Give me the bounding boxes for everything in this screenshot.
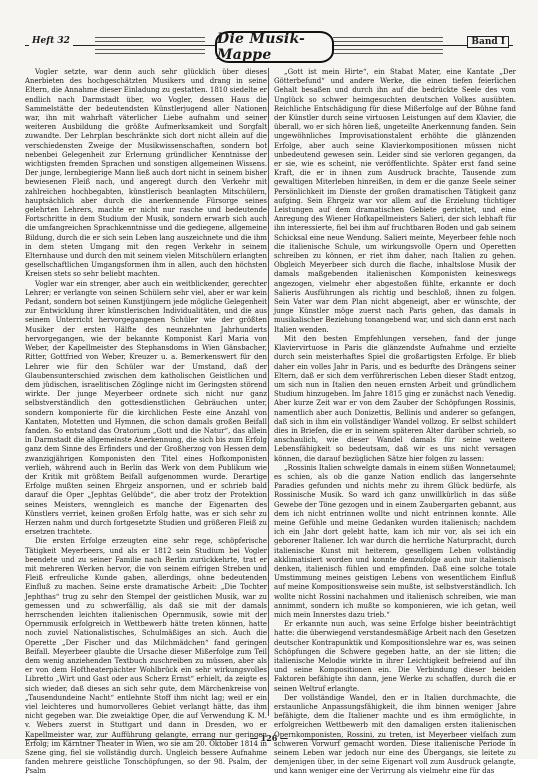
paragraph: Vogler war ein strenger, aber auch ein weitblickender, gerechter Lehrer; er verlangte von seinen Schülern sehr viel, aber er war kein Pedant, sondern bot seinen Kunstjüngern jede mögliche Gelegenheit zur Entwicklung ihrer künstlerischen Individualitäten, und die aus seinem Unterricht hervorgegangenen Schüler wie der größten Musiker der ersten Hälfte des neunzehnten Jahrhunderts hervorgegangen, wie der bekannte Komponist Karl Maria von Weber, der Kapellmeister des Stephansdoms in Wien Gänsbacher, Ritter, Gottfried von Weber, Kreuzer u. a. Bemerkenswert für den Lehrer wie für den Schüler war der Umstand, daß der Glaubensunterschied zwischen dem katholischen Geistlichen und dem jüdischen, israelitischen Zöglinge nicht im Geringsten störend wirkte. Der junge Meyerbeer ordnete sich nicht nur ganz selbstverständlich den gottesdienstlichen Gebräuchen unter, sondern komponierte für die kirchlichen Feste eine Anzahl von Kantaten, Motetten und Hymnen, die schon damals großen Beifall fanden. So entstand das Oratorium „Gott und die Natur“, das allein in Darmstadt die allgemeinste Anerkennung, die sich bis zum Erfolg ganz dem Sinne des Erfinders und der Großherzog von Hessen dem zwanzigjährigen Komponisten den Titel eines Hofkomponisten verlieh, während auch in Berlin das Werk von dem Publikum wie der Kritik mit größtem Beifall aufgenommen wurde. Derartige Erfolge mußten seinen Ehrgeiz anspornen, und er schrieb bald darauf die Oper „Jephtas Gelübde“, die aber trotz der Protektion seines Meisters, wenngleich es manche der Eigenarten des Künstlers verriet, keinen großen Erfolg hatte, was er sich sehr zu Herzen nahm und durch fortgesetzte Studien und größeren Fleiß zu ersetzen trachtete. [25, 279, 267, 537]
music-staff-ornament-right [333, 37, 443, 54]
page-header [25, 30, 513, 62]
paragraph: „Rossinis Italien schwelgte damals in einem süßen Wonnetaumel; es schien, als ob die ganze Nation endlich das langersehnte Paradies gefunden und nichts mehr zu ihrem Glück bedürfe, als Rossinische Musik. So ward ich ganz unwillkürlich in das süße Gewebe der Töne gezogen und in einem Zaubergarten gebannt, aus dem ich nicht entrinnen wollte und nicht entrinnen konnte. Alle meine Gefühle und meine Gedanken wurden italienisch; nachdem ich ein Jahr dort gelebt hatte, kam ich mir vor, als sei ich ein geborener Italiener. Ich war durch die herrliche Naturpracht, durch italienische Kunst mit heiterem, geselligem Leben vollständig akklimatisiert worden und konnte demzufolge auch nur italienisch denken, italienisch fühlen und empfinden. Daß eine solche totale Umstimmung meines geistigen Lebens von wesentlichem Einfluß auf meine Kompositionsweise sein mußte, ist selbstverständlich. Ich wollte nicht Rossini nachahmen und italienisch schreiben, wie man annimmt, sondern ich mußte so komponieren, wie ich getan, weil mich mein Innerstes dazu trieb.“ [274, 463, 516, 619]
issue-label: Heft 32 [29, 36, 73, 46]
volume-label: Band I [467, 36, 509, 48]
magazine-title: Die Musik-Mappe [217, 31, 306, 63]
left-column [25, 68, 267, 776]
page-number: — 126 — [249, 733, 289, 743]
paragraph: „Gott ist mein Hirte“, ein Stabat Mater, eine Kantate „Der Götterbefund“ und andere Werke, die einen tiefen feierlichen Gehalt besaßen und durch ihn auf die bedrückte Seele des vom Unglück so schwer heimgesuchten deutschen Volkes ausübten. Reichliche Entschädigung für diese Mißerfolge auf der Bühne fand der Künstler durch seine virtuosen Leistungen auf dem Klavier, die überall, wo er sich hören ließ, ungeteilte Anerkennung fanden. Sein ungewöhnliches Improvisationstalent erhöhte die glänzenden Erfolge, aber auch seine Klavierkompositionen müssen nicht unbedeutend gewesen sein. Leider sind sie verloren gegangen, da er sie, wie es scheint, nie veröffentlichte. Später erst fand seine Kraft, die er in ihnen zum Ausdruck brachte, Tausende zum gewaltigen Miterleben hinreißen, in dem er die ganze Seele seiner Persönlichkeit im Dienste der großen dramatischen Tätigkeit ganz aufging. Sein Ehrgeiz war vor allem auf die Erzielung tüchtiger Leistungen auf dem dramatischen Gebiete gerichtet, und eine Anregung des Wiener Hofkapellmeisters Salieri, der sich lebhaft für ihn interessierte, fiel bei ihm auf fruchtbaren Boden und gab seinem Schicksal eine neue Wendung. Salieri meinte, Meyerbeer fehle noch die italienische Schule, um wirkungsvolle Opern und Operetten schreiben zu können, er riet ihm daher, nach Italien zu gehen. Obgleich Meyerbeer sich durch die flache, inhaltslose Musik der damals maßgebenden italienischen Komponisten keineswegs angezogen, vielmehr eher abgestoßen fühlte, erkannte er doch Salieris Ausführungen als richtig und beschloß, ihnen zu folgen. Sein Vater war dem Plan nicht abgeneigt, aber er wünschte, der junge Künstler möge zuerst nach Paris gehen, das damals in musikalischer Beziehung tonangebend war, und sich dann erst nach Italien wenden. [274, 68, 516, 334]
paragraph: Mit den besten Empfehlungen versehen, fand der junge Klaviervirtuose in Paris die glänzendste Aufnahme und erzielte durch sein meisterhaftes Spiel die großartigsten Erfolge. Er blieb daher ein volles Jahr in Paris, und es bedurfte des Drängens seiner Eltern, daß er sich dem verführerischen Leben dieser Stadt entzog, um sich nun in Italien den neuen ernsten Arbeit und gründlichem Studium hinzugeben. Im Jahre 1815 ging er zunächst nach Venedig. Aber kurze Zeit war er von dem Zauber der Schöpfungen Rossinis, namentlich aber auch Donizettis, Bellinis und anderer so gefangen, daß sich in ihm ein vollständiger Wandel vollzog. Er selbst schildert dies in Briefen, die er in seinem späteren Alter darüber schrieb, so anschaulich, wie dieser Wandel damals für seine weitere Lebensfähigkeit so bedeutsam, daß wir es uns nicht versagen können, die darauf bezüglichen Sätze hier folgen zu lassen: [274, 334, 516, 463]
paragraph: Er erkannte nun auch, was seine Erfolge bisher beeinträchtigt hatte: die überwiegend verstandesmäßige Arbeit nach den Gesetzen deutscher Kontrapunktik und Kompositionslehre war es, was seinen Schöpfungen die Schwere gegeben hatte, an der sie litten; die italienische Melodie wirkte in ihrer Leichtigkeit befreiend auf ihn und seine Kompositionen ein. Die Verbindung dieser beiden Faktoren befähigte ihn dann, jene Werke zu schaffen, durch die er seinen Weltruf erlangte. [274, 620, 516, 693]
paragraph: Die ersten Erfolge erzeugten eine sehr rege, schöpferische Tätigkeit Meyerbeers, und als er 1812 sein Studium bei Vogler beendete und zu seiner Familie nach Berlin zurückkehrte, trat er mit mehreren Werken hervor, die von seinem eifrigen Streben und Fleiß erfreuliche Kunde gaben, allerdings, ohne bedeutenden Einfluß zu machen. Seine erste dramatische Arbeit: „Die Tochter Jephthas“ trug zu sehr den Stempel der geistlichen Musik, war zu gemessen und zu schwerfällig, als daß sie mit der damals herrschenden leichten italienischen Opernmusik, sowie mit der Opernmusik erfolgreich in Wettbewerb hätte treten können, hatte noch zuviel Nationalistisches, Schulmäßiges an sich. Auch die Operette „Der Fischer und das Milchmädchen“ fand geringen Beifall. Meyerbeer glaubte die Ursache dieser Mißerfolge zum Teil dem wenig anziehenden Textbuch zuschreiben zu müssen, aber als er von dem Hoftheaterpächter Wohlbrück ein sehr wirkungsvolles Libretto „Wirt und Gast oder aus Scherz Ernst“ erhielt, da zeigte es sich wieder, daß dieses an sich sehr gute, dem Märchenkreise von „Tausendundeine Nacht“ entlehnte Stoff ihm nicht lag; weil er ein viel leichteres und humorvolleres Gebiet verlangt hätte, das ihm nicht gegeben war. Die zweiaktige Oper, die auf Verwendung K. M. v. Webers zuerst in Stuttgart und dann in Dresden, wo er Kapellmeister war, zur Aufführung gelangte, errang nur geringen Erfolg; im Kärntner Theater in Wien, wo sie am 20. Oktober 1814 in Szene ging, fiel sie vollständig durch. Ungleich bessere Aufnahme fanden mehrere geistliche Tonschöpfungen, so der 98. Psalm, der Psalm [25, 537, 267, 776]
title-plate [215, 31, 334, 63]
column-divider [268, 68, 269, 716]
music-staff-ornament-left [95, 37, 205, 54]
right-column [274, 68, 516, 776]
page-footer [25, 733, 513, 745]
paragraph: Vogler setzte, war denn auch sehr glücklich über dieses Anerbieten des hochgeschätzten Musikers und drang in seine Eltern, die Annahme dieser Einladung zu gestatten. 1810 siedelte er endlich nach Darmstadt über, wo Vogler, dessen Haus die Sammelstätte der bedeutendsten Künstlerjugend aller Nationen war, ihn mit wahrhaft väterlicher Liebe aufnahm und seiner weiteren Ausbildung die größte Aufmerksamkeit und Sorgfalt zuwandte. Der Lehrplan beschränkte sich dort nicht allein auf die verschiedensten Zweige der Musikwissenschaften, sondern bot nebenbei Gelegenheit zur Erlernung gründlicher Kenntnisse der wichtigsten fremden Sprachen und sonstigen allgemeinen Wissens. Der junge, lernbegierige Mann ließ auch dort nicht in seinem bisher bewiesenen Fleiß nach, und angeregt durch den Verkehr mit zahlreichen hochbegabten, künstlerisch beanlagten Mitschülern, hauptsächlich aber durch die anerkennende Fürsorge seines gelehrten Lehrers, machte er nicht nur rasche und bedeutende Fortschritte in dem Studium der Musik, sondern erwarb sich auch die umfangreichen Sprachkenntnisse und die gediegene, allgemeine Bildung, durch die er sich sein Leben lang auszeichnete und die ihm in dem steten Umgang mit den regen Verkehr in seinem Elternhause und durch den mit seinem vielen Mitschülern erlangten gesellschaftlichen Umgangsformen ihm in allen, auch den höchsten Kreisen stets so sehr beliebt machten. [25, 68, 267, 279]
paragraph: Der vollständige Wandel, den er in Italien durchmachte, die erstaunliche Anpassungsfähigkeit, die ihm binnen weniger Jahre befähigte, dem die Italiener machte und es ihm ermöglichte, in erfolgreichen Wettbewerb mit den damaligen ersten italienischen Opernkomponisten, Rossini, zu treten, ist Meyerbeer vielfach zum schweren Vorwurf gemacht worden. Diese italienische Periode in seinem Leben war jedoch nur eine des Übergangs, sie leitete zu demjenigen über, in der seine Eigenart voll zum Ausdruck gelangte, und kann weniger eine der Verirrung als vielmehr eine für das [274, 693, 516, 776]
